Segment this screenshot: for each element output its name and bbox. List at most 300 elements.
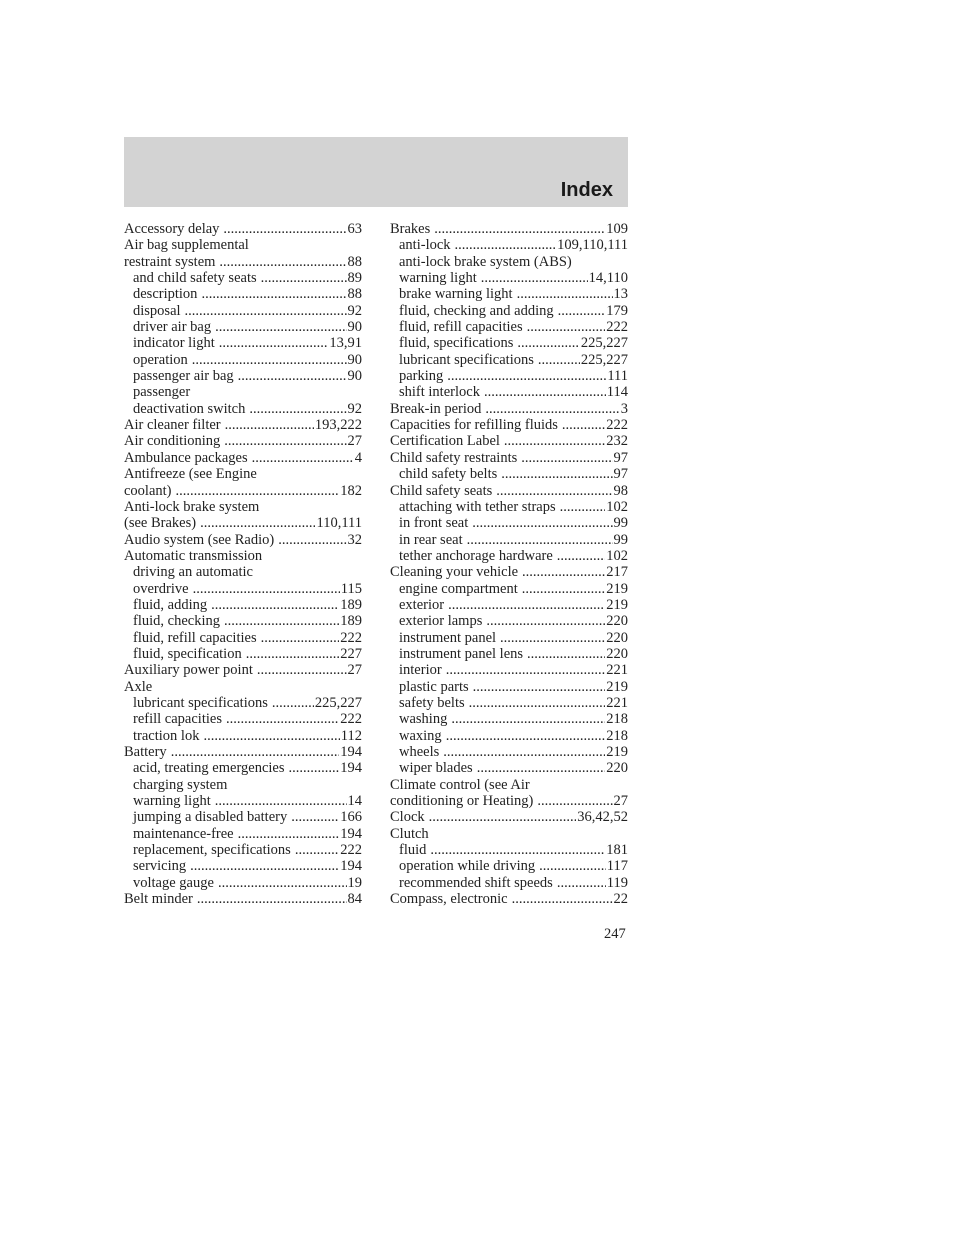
index-entry-text: servicing [133,858,187,875]
dot-leader [557,548,605,564]
index-entry-text: Antifreeze (see Engine [124,466,257,483]
dot-leader [211,597,339,613]
index-entry [390,483,628,499]
index-entry-page: 225,227 [580,335,628,352]
index-entry [124,891,362,907]
index-entry-page: 194 [340,744,362,760]
index-entry-text: fluid, checking [133,613,220,630]
index-entry [390,499,628,515]
index-entry [124,564,362,580]
index-entry [390,450,628,466]
index-entry [390,728,628,744]
index-entry-text: fluid, checking and adding [399,302,554,319]
dot-leader [447,368,606,384]
index-entry-page: 220 [606,613,628,630]
index-entry [124,499,362,515]
dot-leader [485,401,619,417]
index-entry-text: driver air bag [133,319,212,336]
dot-leader [246,646,340,662]
dot-leader [429,809,577,825]
index-entry-page: 189 [340,596,362,613]
index-entry [390,286,628,302]
index-entry-page: 84 [347,891,362,908]
index-entry-text: lubricant specifications [133,694,268,711]
index-entry [124,254,362,270]
index-entry-text: Axle [124,678,153,695]
index-entry-page: 194 [340,760,362,777]
index-entry-text: anti-lock brake system (ABS) [399,253,572,270]
dot-leader [176,483,340,499]
index-entry [390,368,628,384]
dot-leader [289,760,340,776]
index-entry-text: traction lok [133,727,200,744]
dot-leader [272,695,314,711]
index-entry [390,221,628,237]
dot-leader [512,891,613,907]
index-entry-text: Air bag supplemental [124,237,249,254]
index-entry-text: Child safety restraints [390,449,518,466]
dot-leader [501,466,612,482]
page-number: 247 [604,926,626,942]
index-entry-page: 36,42,52 [577,809,628,826]
index-entry-text: Belt minder [124,891,193,908]
index-entry [124,679,362,695]
index-entry [390,597,628,613]
index-entry-text: maintenance-free [133,825,234,842]
index-entry-page: 98 [613,482,628,499]
index-entry-text: and child safety seats [133,270,257,287]
index-entry-text: Anti-lock brake system [124,498,260,515]
dot-leader [215,793,347,809]
index-entry-text: wiper blades [399,760,473,777]
index-entry-text: washing [399,711,448,728]
index-entry-page: 102 [606,498,628,515]
index-entry-text: Brakes [390,221,431,237]
index-entry-text: fluid, specifications [399,335,514,352]
index-entry-text: Air conditioning [124,433,221,450]
index-entry-page: 110,111 [316,515,362,532]
index-entry [124,532,362,548]
dot-leader [252,450,354,466]
index-entry-page: 166 [340,809,362,826]
index-entry [390,352,628,368]
index-entry-page: 220 [606,760,628,777]
index-entry-text: description [133,286,198,303]
index-entry [390,760,628,776]
dot-leader [200,515,315,531]
dot-leader [225,417,314,433]
dot-leader [192,352,347,368]
index-entry [124,450,362,466]
index-entry [390,254,628,270]
index-entry-page: 179 [606,302,628,319]
dot-leader [527,319,606,335]
index-entry [390,711,628,727]
dot-leader [521,450,612,466]
index-entry-page: 221 [606,662,628,679]
index-entry [390,319,628,335]
index-entry [124,581,362,597]
index-entry-page: 32 [347,531,362,548]
index-entry-text: exterior lamps [399,613,483,630]
index-entry-text: disposal [133,302,181,319]
index-entry-text: Capacities for refilling fluids [390,417,558,434]
index-entry [390,613,628,629]
dot-leader [446,662,606,678]
index-entry-text: jumping a disabled battery [133,809,288,826]
index-entry [124,466,362,482]
index-entry [124,384,362,400]
dot-leader [504,433,605,449]
dot-leader [517,335,580,351]
index-entry-text: in front seat [399,515,469,532]
index-column-left [124,221,362,907]
index-entry-page: 181 [606,842,628,859]
index-entry-text: Cleaning your vehicle [390,564,519,581]
index-entry-text: Child safety seats [390,482,493,499]
index-entry-page: 14 [347,793,362,810]
index-entry-page: 90 [347,368,362,385]
dot-leader [226,711,339,727]
dot-leader [527,646,605,662]
dot-leader [448,597,605,613]
index-entry [390,875,628,891]
index-entry-text: brake warning light [399,286,513,303]
dot-leader [203,728,339,744]
dot-leader [185,303,347,319]
index-entry [124,237,362,253]
index-entry [124,548,362,564]
index-entry-page: 219 [606,678,628,695]
index-entry-text: driving an automatic [133,564,253,581]
index-entry-page: 182 [340,482,362,499]
index-entry [390,679,628,695]
index-entry-text: Audio system (see Radio) [124,531,275,548]
dot-leader [215,319,346,335]
index-entry-text: conditioning or Heating) [390,793,534,810]
dot-leader [190,858,339,874]
index-entry [124,417,362,433]
page-title: Index [560,179,613,201]
index-entry-text: warning light [133,793,211,810]
index-entry [390,630,628,646]
index-entry-text: fluid, refill capacities [399,319,523,336]
index-entry [390,777,628,793]
dot-leader [451,711,605,727]
dot-leader [238,826,340,842]
dot-leader [224,433,346,449]
index-entry-text: voltage gauge [133,874,214,891]
index-entry [390,581,628,597]
index-entry-text: Battery [124,744,167,760]
dot-leader [278,532,346,548]
dot-leader [517,286,613,302]
dot-leader [477,760,606,776]
index-entry-text: Break-in period [390,400,482,417]
index-entry [124,744,362,760]
index-entry [390,564,628,580]
index-entry-text: Ambulance packages [124,449,248,466]
index-entry-page: 194 [340,858,362,875]
index-entry [124,303,362,319]
index-entry [124,352,362,368]
index-entry-page: 194 [340,825,362,842]
index-entry-text: wheels [399,744,440,760]
dot-leader [295,842,339,858]
index-entry [124,597,362,613]
index-entry-page: 22 [613,891,628,908]
dot-leader [560,499,606,515]
index-entry-page: 14,110 [588,270,628,287]
dot-leader [201,286,346,302]
index-entry [124,368,362,384]
index-entry [390,433,628,449]
index-entry-page: 13 [613,286,628,303]
index-entry [124,809,362,825]
index-entry-text: Certification Label [390,433,500,450]
index-entry-page: 220 [606,645,628,662]
index-entry-page: 222 [606,417,628,434]
index-entry-text: child safety belts [399,466,498,483]
dot-leader [224,613,339,629]
index-entry-text: recommended shift speeds [399,874,553,891]
index-entry [390,401,628,417]
dot-leader [558,303,606,319]
index-entry-text: lubricant specifications [399,351,534,368]
dot-leader [500,630,605,646]
index-entry-page: 221 [606,694,628,711]
index-entry-page: 189 [340,613,362,630]
index-entry-page: 27 [347,433,362,450]
index-entry [390,826,628,842]
index-entry-page: 19 [347,874,362,891]
index-entry [124,711,362,727]
dot-leader [467,532,613,548]
index-entry [124,401,362,417]
index-column-right [390,221,628,907]
index-entry-page: 225,227 [314,694,362,711]
index-entry [390,515,628,531]
index-entry-page: 225,227 [580,351,628,368]
index-entry-text: fluid, specification [133,645,242,662]
index-entry-text: Auxiliary power point [124,662,253,679]
dot-leader [249,401,346,417]
dot-leader [238,368,347,384]
index-entry [390,809,628,825]
index-entry-text: Accessory delay [124,221,220,237]
dot-leader [562,417,605,433]
index-entry-text: acid, treating emergencies [133,760,285,777]
index-entry-text: passenger [133,384,191,401]
index-entry-text: coolant) [124,482,172,499]
index-entry-text: attaching with tether straps [399,498,556,515]
index-entry-page: 219 [606,596,628,613]
index-entry-text: interior [399,662,442,679]
index-entry-text: restraint system [124,253,216,270]
index-entry-page: 88 [347,286,362,303]
dot-leader [472,515,612,531]
index-entry-page: 109,110,111 [557,237,628,254]
index-entry [124,613,362,629]
index-entry [124,335,362,351]
index-entry-page: 218 [606,727,628,744]
index-entry-text: instrument panel [399,629,497,646]
index-entry-page: 92 [347,302,362,319]
index-entry [124,728,362,744]
index-entry [124,662,362,678]
index-entry-page: 90 [347,319,362,336]
index-entry-text: fluid, refill capacities [133,629,257,646]
index-entry-page: 97 [613,449,628,466]
index-entry-text: Automatic transmission [124,547,263,564]
index-entry-page: 222 [340,842,362,859]
index-entry-page: 102 [606,547,628,564]
index-entry-text: Clutch [390,825,429,842]
index-entry-page: 111 [607,368,628,385]
index-entry-page: 89 [347,270,362,287]
index-entry-text: plastic parts [399,678,469,695]
index-entry-page: 220 [606,629,628,646]
index-entry [390,335,628,351]
index-entry-page: 99 [613,531,628,548]
dot-leader [557,875,606,891]
index-entry-page: 222 [340,711,362,728]
index-entry-page: 27 [613,793,628,810]
index-entry-page: 27 [347,662,362,679]
dot-leader [219,335,329,351]
index-entry [390,417,628,433]
dot-leader [473,679,606,695]
index-entry-page: 232 [606,433,628,450]
dot-leader [257,662,347,678]
index-entry-text: tether anchorage hardware [399,547,553,564]
dot-leader [197,891,347,907]
index-entry-text: fluid [399,842,427,859]
index-entry [390,237,628,253]
index-entry-text: overdrive [133,580,189,597]
index-entry-text: Air cleaner filter [124,417,221,434]
index-entry-text: operation [133,351,188,368]
index-entry-text: passenger air bag [133,368,234,385]
index-entry-page: 217 [606,564,628,581]
index-entry-page: 13,91 [329,335,362,352]
index-entry-page: 119 [606,874,628,891]
index-entry-page: 114 [606,384,628,401]
index-entry [124,221,362,237]
index-entry-page: 90 [347,351,362,368]
index-entry [124,630,362,646]
dot-leader [430,842,605,858]
index-entry-page: 115 [340,580,362,597]
index-entry-page: 222 [606,319,628,336]
dot-leader [522,564,605,580]
index-entry-text: waxing [399,727,442,744]
index-entry-page: 97 [613,466,628,483]
dot-leader [455,237,557,253]
index-entry [390,646,628,662]
dot-leader [539,858,606,874]
index-entry-text: operation while driving [399,858,536,875]
index-entry-page: 193,222 [314,417,362,434]
index-entry [124,319,362,335]
index-entry-page: 227 [340,645,362,662]
index-entry [124,793,362,809]
dot-leader [193,581,340,597]
index-entry-text: warning light [399,270,477,287]
index-entry-text: charging system [133,776,228,793]
index-entry [124,777,362,793]
index-entry [390,891,628,907]
index-entry-page: 92 [347,400,362,417]
dot-leader [481,270,588,286]
index-header-band [124,137,628,207]
index-entry-text: instrument panel lens [399,645,524,662]
dot-leader [537,793,612,809]
index-entry [390,384,628,400]
index-entry [390,270,628,286]
index-entry [124,760,362,776]
index-entry [390,744,628,760]
index-entry-text: parking [399,368,444,385]
index-entry [124,842,362,858]
index-entry [124,695,362,711]
index-entry-page: 117 [606,858,628,875]
index-entry-text: safety belts [399,694,465,711]
index-entry-page: 109 [606,221,628,237]
dot-leader [522,581,605,597]
dot-leader [443,744,605,760]
index-entry [124,433,362,449]
index-entry-page: 99 [613,515,628,532]
index-entry-page: 219 [606,744,628,760]
dot-leader [469,695,606,711]
index-entry-text: engine compartment [399,580,518,597]
index-entry-page: 4 [354,449,362,466]
dot-leader [223,221,346,237]
index-entry-page: 218 [606,711,628,728]
index-entry-text: Compass, electronic [390,891,508,908]
index-entry-text: fluid, adding [133,596,208,613]
index-entry-page: 219 [606,580,628,597]
dot-leader [291,809,339,825]
dot-leader [496,483,612,499]
dot-leader [171,744,340,760]
index-entry-page: 112 [340,727,362,744]
index-entry-text: refill capacities [133,711,222,728]
index-entry [124,286,362,302]
index-entry-text: Clock [390,809,425,826]
dot-leader [446,728,606,744]
index-entry [390,695,628,711]
index-entry [124,515,362,531]
dot-leader [219,254,346,270]
index-entry-text: (see Brakes) [124,515,197,532]
index-entry [124,826,362,842]
dot-leader [218,875,347,891]
index-entry [390,842,628,858]
index-entry [390,303,628,319]
index-entry [124,483,362,499]
index-entry [124,646,362,662]
index-entry [390,532,628,548]
index-entry-text: exterior [399,596,445,613]
index-entry-text: shift interlock [399,384,480,401]
index-entry-page: 222 [340,629,362,646]
index-entry-text: deactivation switch [133,400,246,417]
dot-leader [484,384,606,400]
index-entry [390,793,628,809]
dot-leader [261,270,347,286]
